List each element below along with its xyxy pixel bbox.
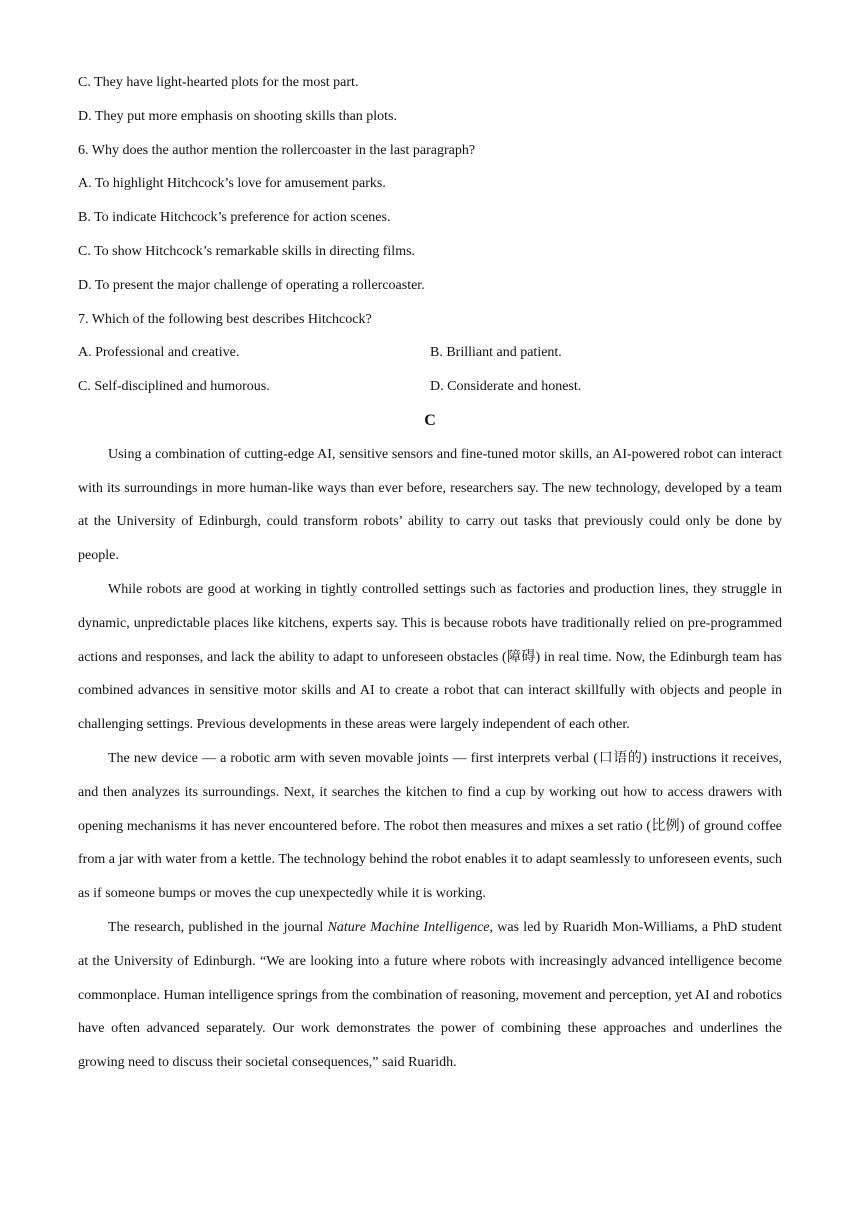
paragraph-4-body: , was led by Ruaridh Mon-Williams, a PhD student at the University of Edinburgh. “We are looking into a future where robots with increasingly advanced intelligence become commonplace. Human intelligence springs from the combination of reasoning, movement and perception, yet AI and robotics have often advanced separately. Our work demonstrates the power of combining these approaches and underlines the growing need to discuss their societal consequences,” said Ruaridh.	[78, 919, 783, 1071]
q6-option-c: C. To show Hitchcock’s remarkable skills in directing films.	[78, 243, 416, 259]
passage-paragraph-4	[78, 911, 782, 1080]
q6-option-d: D. To present the major challenge of operating a rollercoaster.	[78, 277, 425, 293]
q5-option-c: C. They have light-hearted plots for the most part.	[78, 75, 359, 90]
document-content	[78, 66, 782, 1080]
q7-options-row-1	[78, 336, 782, 370]
q7-question: 7. Which of the following best describes Hitchcock?	[78, 311, 372, 327]
q6-option-b: B. To indicate Hitchcock’s preference for action scenes.	[78, 210, 391, 226]
paragraph-4-intro: The research, published in the journal	[108, 919, 328, 935]
passage-paragraph-1: Using a combination of cutting-edge AI, sensitive sensors and fine-tuned motor skills, an AI-powered robot can interact with its surroundings in more human-like ways than ever before, researchers say. The new technology, developed by a team at the University of Edinburgh, could transform robots’ ability to carry out tasks that previously could only be done by people.	[78, 446, 782, 564]
q7-options-row-2	[78, 370, 782, 404]
q5-option-d: D. They put more emphasis on shooting skills than plots.	[78, 108, 398, 124]
q6-question: 6. Why does the author mention the rollercoaster in the last paragraph?	[78, 142, 476, 158]
passage-paragraph-3: The new device — a robotic arm with seven movable joints — first interprets verbal (口语的) instructions it receives, and then analyzes its surroundings. Next, it searches the kitchen to find a cup by working out how to access drawers with opening mechanisms it has never encountered before. The robot then measures and mixes a set ratio (比例) of ground coffee from a jar with water from a kettle. The technology behind the robot enables it to adapt seamlessly to unforeseen events, such as if someone bumps or moves the cup unexpectedly while it is working.	[78, 750, 782, 902]
q6-option-a: A. To highlight Hitchcock’s love for amusement parks.	[78, 176, 386, 192]
passage-paragraph-2: While robots are good at working in tightly controlled settings such as factories and production lines, they struggle in dynamic, unpredictable places like kitchens, experts say. This is because robots have traditionally relied on pre-programmed actions and responses, and lack the ability to adapt to unforeseen obstacles (障碍) in real time. Now, the Edinburgh team has combined advances in sensitive motor skills and AI to create a robot that can interact skillfully with objects and people in challenging settings. Previous developments in these areas were largely independent of each other.	[78, 581, 782, 733]
section-heading: C	[424, 411, 436, 429]
q7-option-b: B. Brilliant and patient.	[430, 345, 562, 361]
q7-option-c: C. Self-disciplined and humorous.	[78, 379, 270, 395]
journal-name: Nature Machine Intelligence	[327, 919, 490, 935]
q7-option-a: A. Professional and creative.	[78, 345, 240, 361]
q7-option-d: D. Considerate and honest.	[430, 379, 582, 395]
